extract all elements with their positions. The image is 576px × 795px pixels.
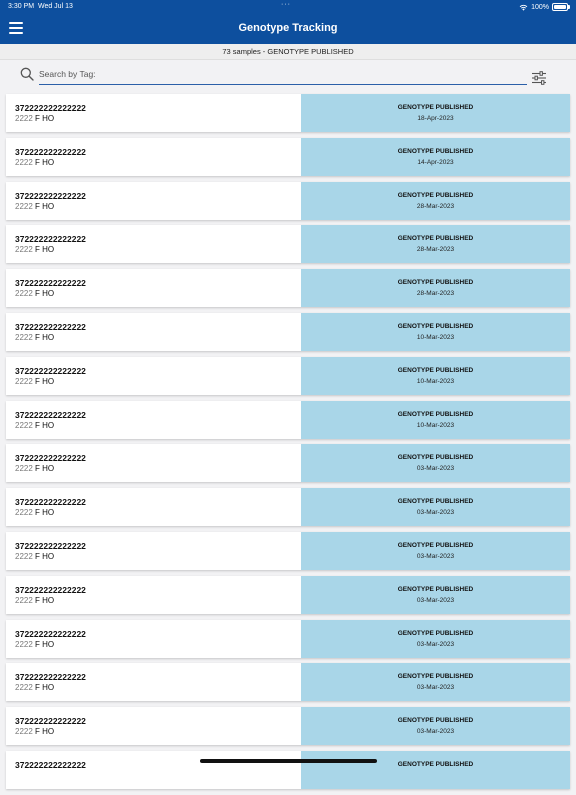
search-area	[0, 60, 576, 92]
sample-info	[6, 444, 301, 482]
status-cell	[301, 663, 570, 701]
sample-tag: 2222	[15, 683, 33, 693]
sample-row[interactable]	[6, 444, 570, 482]
sample-sub	[15, 683, 54, 692]
sample-info	[6, 357, 301, 395]
sliders-filter-icon[interactable]	[532, 71, 546, 85]
wifi-icon	[519, 4, 528, 11]
sample-row[interactable]	[6, 532, 570, 570]
sample-row[interactable]	[6, 138, 570, 176]
status-date: 03-Mar-2023	[416, 640, 455, 648]
sample-sub	[15, 552, 54, 561]
sample-sex-breed: F HO	[35, 639, 55, 649]
sample-id: 372222222222222	[15, 409, 86, 420]
status-label: GENOTYPE PUBLISHED	[397, 541, 474, 549]
status-time-text: 3:30 PM	[8, 3, 35, 10]
sample-tag: 2222	[15, 420, 33, 430]
status-time	[8, 3, 73, 10]
battery-percent: 100%	[531, 3, 549, 11]
status-label: GENOTYPE PUBLISHED	[397, 498, 474, 506]
sample-info	[6, 751, 301, 789]
sample-sex-breed: F HO	[35, 114, 55, 123]
status-date: 10-Mar-2023	[416, 421, 455, 429]
sample-info	[6, 707, 301, 745]
status-cell	[301, 707, 570, 745]
status-label: GENOTYPE PUBLISHED	[397, 147, 474, 155]
sample-row[interactable]	[6, 313, 570, 351]
sample-tag: 2222	[15, 639, 33, 649]
status-cell	[301, 357, 570, 395]
status-cell	[301, 576, 570, 614]
sample-tag: 2222	[15, 727, 33, 737]
sample-sex-breed: F HO	[35, 157, 55, 167]
status-cell	[301, 269, 570, 307]
status-cell	[301, 488, 570, 526]
status-date: 03-Mar-2023	[416, 684, 455, 692]
sample-id: 372222222222222	[15, 103, 86, 113]
status-cell	[301, 444, 570, 482]
sample-sub	[15, 727, 54, 736]
sample-tag: 2222	[15, 551, 33, 561]
sample-id: 372222222222222	[15, 672, 86, 683]
status-label: GENOTYPE PUBLISHED	[397, 629, 474, 637]
sample-sex-breed: F HO	[35, 376, 55, 386]
status-date-text: Wed Jul 13	[37, 3, 73, 10]
sample-row[interactable]	[6, 620, 570, 658]
sample-id: 372222222222222	[15, 453, 86, 464]
status-date: 03-Mar-2023	[416, 509, 455, 517]
sample-id: 372222222222222	[15, 234, 86, 245]
sample-sub	[15, 464, 54, 473]
status-label: GENOTYPE PUBLISHED	[397, 585, 474, 593]
status-label: GENOTYPE PUBLISHED	[397, 104, 474, 111]
sample-sex-breed: F HO	[35, 508, 55, 518]
sample-row[interactable]	[6, 751, 570, 789]
status-bar	[0, 0, 576, 14]
sample-id: 372222222222222	[15, 584, 86, 595]
sample-sub	[15, 158, 54, 167]
sample-tag: 2222	[15, 508, 33, 518]
sample-sex-breed: F HO	[35, 420, 55, 430]
sample-info	[6, 138, 301, 176]
sample-sex-breed: F HO	[35, 332, 55, 342]
status-cell	[301, 532, 570, 570]
sample-row[interactable]	[6, 488, 570, 526]
status-label: GENOTYPE PUBLISHED	[397, 235, 474, 243]
sample-tag: 2222	[15, 201, 33, 211]
page-title: Genotype Tracking	[238, 22, 338, 34]
status-date: 03-Mar-2023	[416, 552, 455, 560]
sample-sub	[15, 596, 54, 605]
sample-row[interactable]	[6, 269, 570, 307]
status-label: GENOTYPE PUBLISHED	[397, 279, 474, 287]
status-label: GENOTYPE PUBLISHED	[397, 717, 474, 725]
sample-row[interactable]	[6, 357, 570, 395]
sample-info	[6, 620, 301, 658]
sample-info	[6, 401, 301, 439]
sample-sex-breed: F HO	[35, 464, 55, 474]
status-label: GENOTYPE PUBLISHED	[397, 454, 474, 462]
sample-id: 372222222222222	[15, 759, 86, 770]
sample-row[interactable]	[6, 94, 570, 132]
sample-sub	[15, 421, 54, 430]
status-cell	[301, 138, 570, 176]
status-label: GENOTYPE PUBLISHED	[397, 322, 474, 330]
sample-tag: 2222	[15, 289, 33, 299]
status-cell	[301, 313, 570, 351]
status-cell	[301, 94, 570, 132]
sample-tag: 2222	[15, 595, 33, 605]
status-date: 03-Mar-2023	[416, 596, 455, 604]
status-label: GENOTYPE PUBLISHED	[397, 410, 474, 418]
status-cell	[301, 225, 570, 263]
sample-id: 372222222222222	[15, 321, 86, 332]
sample-info	[6, 94, 301, 132]
status-date: 10-Mar-2023	[416, 377, 455, 385]
sample-sex-breed: F HO	[35, 595, 55, 605]
search-input[interactable]	[39, 64, 527, 85]
sample-sub	[15, 333, 54, 342]
sample-info	[6, 313, 301, 351]
sample-id: 372222222222222	[15, 497, 86, 508]
sample-info	[6, 269, 301, 307]
sample-sex-breed: F HO	[35, 683, 55, 693]
search-icon	[20, 67, 34, 81]
sample-info	[6, 576, 301, 614]
sample-tag: 2222	[15, 245, 33, 255]
sample-list	[0, 94, 576, 795]
sample-tag: 2222	[15, 376, 33, 386]
sample-id: 372222222222222	[15, 365, 86, 376]
status-label: GENOTYPE PUBLISHED	[397, 760, 474, 768]
status-cell	[301, 620, 570, 658]
sample-sub	[15, 377, 54, 386]
sample-info	[6, 488, 301, 526]
sample-info	[6, 532, 301, 570]
sample-id: 372222222222222	[15, 540, 86, 551]
status-label: GENOTYPE PUBLISHED	[397, 191, 474, 199]
sample-tag: 2222	[15, 114, 33, 123]
app-header	[0, 0, 576, 44]
sample-row[interactable]	[6, 663, 570, 701]
sample-id: 372222222222222	[15, 146, 86, 157]
sample-sex-breed: F HO	[35, 245, 55, 255]
status-date: 28-Mar-2023	[416, 290, 455, 298]
sample-id: 372222222222222	[15, 278, 86, 289]
status-date: 28-Mar-2023	[416, 202, 455, 210]
sample-sub	[15, 640, 54, 649]
sample-tag: 2222	[15, 157, 33, 167]
sample-tag: 2222	[15, 464, 33, 474]
sample-sub	[15, 245, 54, 254]
status-date: 10-Mar-2023	[416, 333, 455, 341]
sample-id: 372222222222222	[15, 628, 86, 639]
sample-row[interactable]	[6, 576, 570, 614]
sample-info	[6, 225, 301, 263]
sample-sub	[15, 289, 54, 298]
status-cell	[301, 751, 570, 789]
sample-row[interactable]	[6, 182, 570, 220]
status-date: 03-Mar-2023	[416, 465, 455, 473]
sample-row[interactable]	[6, 707, 570, 745]
status-label: GENOTYPE PUBLISHED	[397, 673, 474, 681]
sample-info	[6, 182, 301, 220]
sample-sex-breed: F HO	[35, 551, 55, 561]
sample-sub	[15, 202, 54, 211]
sample-sex-breed: F HO	[35, 201, 55, 211]
home-indicator[interactable]	[200, 759, 377, 763]
sample-sex-breed: F HO	[35, 727, 55, 737]
multitasking-dots[interactable]: ···	[281, 1, 291, 8]
summary-bar: 73 samples - GENOTYPE PUBLISHED	[0, 44, 576, 60]
sample-sub	[15, 508, 54, 517]
sample-sex-breed: F HO	[35, 289, 55, 299]
sample-id: 372222222222222	[15, 190, 86, 201]
status-date: 28-Mar-2023	[416, 246, 455, 254]
sample-tag: 2222	[15, 332, 33, 342]
status-cell	[301, 182, 570, 220]
sample-sub	[15, 114, 54, 123]
status-cell	[301, 401, 570, 439]
sample-row[interactable]	[6, 401, 570, 439]
status-date: 18-Apr-2023	[417, 115, 454, 122]
status-indicators	[519, 3, 568, 11]
status-label: GENOTYPE PUBLISHED	[397, 366, 474, 374]
status-date: 14-Apr-2023	[417, 158, 454, 166]
sample-row[interactable]	[6, 225, 570, 263]
sample-id: 372222222222222	[15, 716, 86, 727]
sample-info	[6, 663, 301, 701]
status-date: 03-Mar-2023	[416, 728, 455, 736]
battery-icon	[552, 3, 568, 11]
